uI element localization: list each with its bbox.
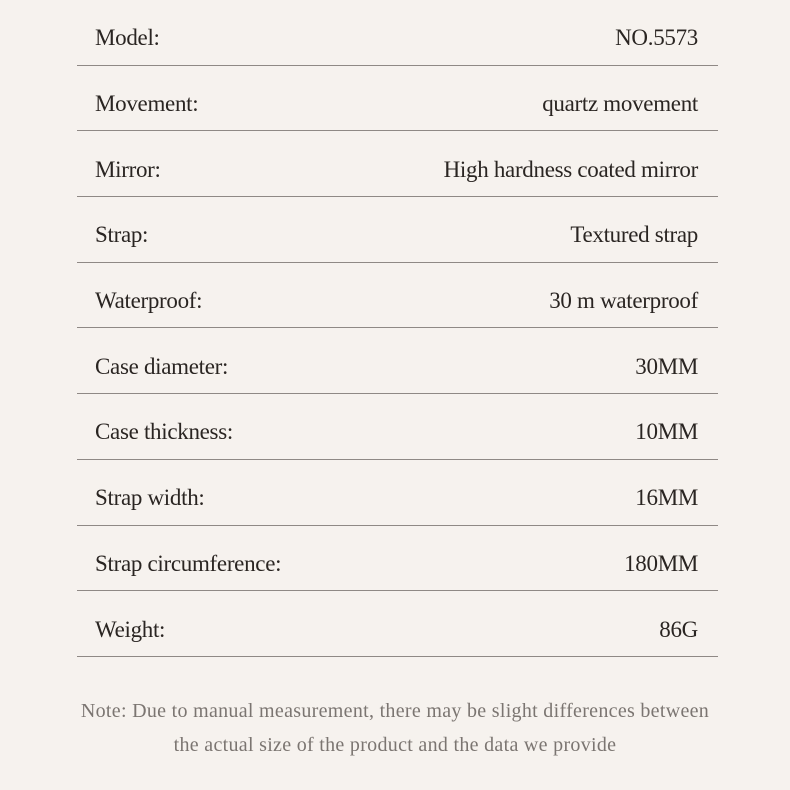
spec-row-case-diameter	[77, 328, 718, 394]
spec-row-strap-width	[77, 460, 718, 526]
spec-row-model	[77, 0, 718, 66]
spec-label: Strap:	[95, 222, 149, 248]
measurement-note	[0, 694, 790, 762]
spec-table	[77, 0, 718, 657]
spec-label: Model:	[95, 25, 160, 51]
spec-value: 10MM	[635, 419, 698, 445]
spec-row-mirror	[77, 131, 718, 197]
spec-row-waterproof	[77, 263, 718, 329]
spec-value: 30 m waterproof	[549, 288, 698, 314]
spec-label: Case thickness:	[95, 419, 233, 445]
spec-value: High hardness coated mirror	[443, 156, 698, 182]
note-line-2: the actual size of the product and the data we provide	[173, 734, 617, 756]
spec-label: Strap width:	[95, 485, 205, 511]
spec-row-strap	[77, 197, 718, 263]
spec-value: 86G	[659, 616, 698, 642]
spec-label: Strap circumference:	[95, 550, 282, 576]
spec-label: Movement:	[95, 91, 199, 117]
spec-value: NO.5573	[615, 25, 698, 51]
spec-value: 30MM	[635, 353, 698, 379]
spec-label: Weight:	[95, 616, 166, 642]
spec-value: Textured strap	[570, 222, 698, 248]
spec-label: Waterproof:	[95, 288, 203, 314]
spec-value: 16MM	[635, 485, 698, 511]
spec-row-weight	[77, 591, 718, 657]
spec-value: 180MM	[624, 550, 698, 576]
spec-row-movement	[77, 66, 718, 132]
spec-label: Mirror:	[95, 156, 161, 182]
spec-value: quartz movement	[542, 91, 698, 117]
note-line-1: Note: Due to manual measurement, there may be slight differences between	[80, 700, 710, 722]
spec-row-strap-circumference	[77, 526, 718, 592]
spec-row-case-thickness	[77, 394, 718, 460]
spec-label: Case diameter:	[95, 353, 229, 379]
